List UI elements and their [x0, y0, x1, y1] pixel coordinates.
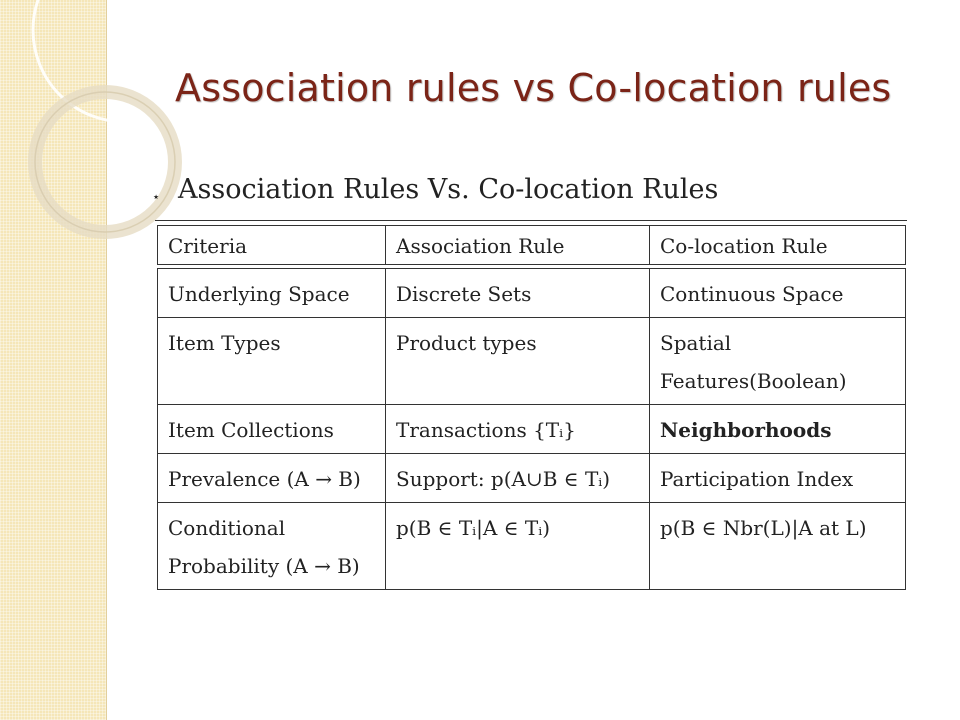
header-criteria: Criteria: [158, 226, 386, 265]
table-cell: Conditional Probability (A → B): [158, 503, 386, 590]
table-cell: Prevalence (A → B): [158, 454, 386, 503]
header-association-rule: Association Rule: [386, 226, 650, 265]
comparison-table-header: [157, 225, 906, 265]
table-cell: Participation Index: [650, 454, 906, 503]
table-cell: p(B ∈ Tᵢ|A ∈ Tᵢ): [386, 503, 650, 590]
table-top-rule: [155, 220, 907, 221]
table-cell: Item Types: [158, 318, 386, 405]
section-subtitle: Association Rules Vs. Co-location Rules: [178, 174, 719, 205]
table-cell: Continuous Space: [650, 269, 906, 318]
table-cell: Spatial Features(Boolean): [650, 318, 906, 405]
table-cell: Discrete Sets: [386, 269, 650, 318]
star-bullet-icon: ⋆: [152, 190, 161, 205]
table-row: [158, 454, 906, 503]
comparison-table: [157, 268, 906, 590]
table-row: [158, 269, 906, 318]
table-row: [158, 503, 906, 590]
decorative-circles: [0, 0, 240, 260]
table-cell: Transactions {Tᵢ}: [386, 405, 650, 454]
table-header-row: [158, 226, 906, 265]
table-cell: Neighborhoods: [650, 405, 906, 454]
slide-title: Association rules vs Co-location rules: [175, 66, 892, 110]
table-row: [158, 405, 906, 454]
table-cell: Product types: [386, 318, 650, 405]
table-cell: Item Collections: [158, 405, 386, 454]
header-co-location-rule: Co-location Rule: [650, 226, 906, 265]
table-cell: p(B ∈ Nbr(L)|A at L): [650, 503, 906, 590]
table-cell: Support: p(A∪B ∈ Tᵢ): [386, 454, 650, 503]
table-row: [158, 318, 906, 405]
table-cell: Underlying Space: [158, 269, 386, 318]
